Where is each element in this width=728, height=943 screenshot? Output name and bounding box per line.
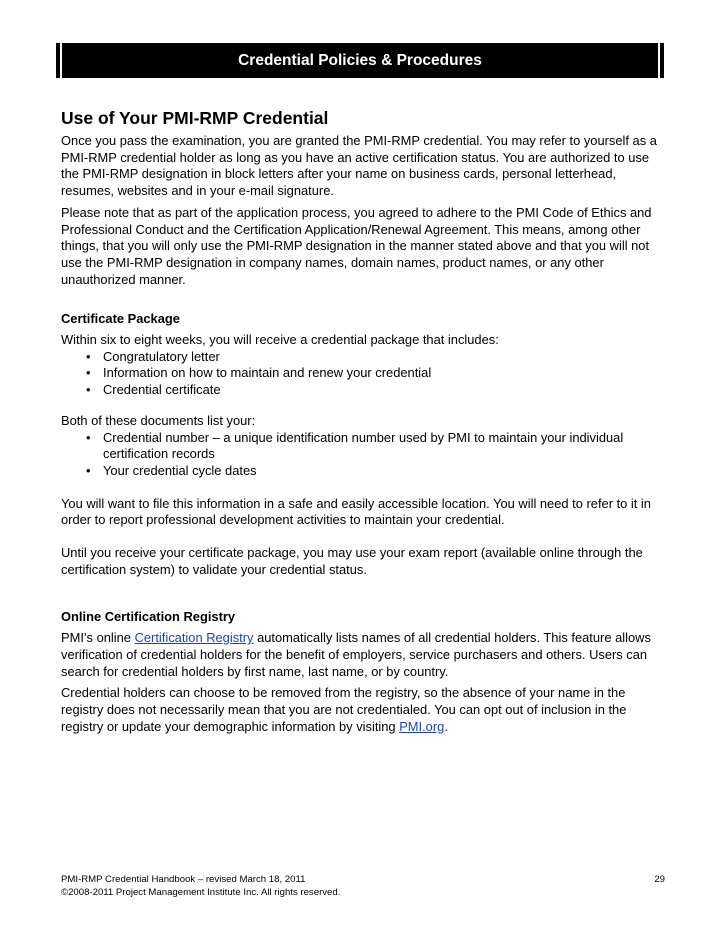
banner-title: Credential Policies & Procedures bbox=[238, 52, 482, 69]
list-item: • Credential certificate bbox=[86, 382, 221, 398]
section-title-use-credential: Use of Your PMI-RMP Credential bbox=[61, 108, 329, 128]
list-item: • Congratulatory letter bbox=[86, 348, 220, 364]
page-number: 29 bbox=[654, 874, 665, 885]
header-banner bbox=[56, 43, 664, 78]
documents-intro: Both of these documents list your: bbox=[61, 412, 256, 428]
bullet-icon: • bbox=[86, 382, 91, 398]
until-receive-paragraph: Until you receive your certificate package, you may use your exam report (available online through the certification system) to validate your credential status. bbox=[61, 545, 643, 577]
list-item: • Credential number – a unique identification number used by PMI to maintain your individual certification records bbox=[86, 429, 624, 462]
registry-paragraph-1: PMI’s online Certification Registry automatically lists names of all credential holders. This feature allows verification of credential holders for the benefit of employers, service purchasers and others. Users can search for credential holders by first name, last name, or by country. bbox=[61, 630, 651, 679]
list-item: • Information on how to maintain and renew your credential bbox=[86, 365, 432, 381]
certification-registry-link[interactable]: Certification Registry bbox=[134, 630, 254, 646]
registry-paragraph-2: Credential holders can choose to be removed from the registry, so the absence of your name in the registry does not necessarily mean that you are not credentialed. You can opt out of inclusion in the registry or update your demographic information by visiting PMI.org. bbox=[61, 685, 627, 734]
use-paragraph-1: Once you pass the examination, you are granted the PMI-RMP credential. You may refer to yourself as a PMI-RMP credential holder as long as you have an active certification status. You are authorized to use the PMI-RMP designation in block letters after your name on business cards, personal letterhead, resumes, websites and in your e-mail signature. bbox=[61, 133, 657, 199]
section-title-certificate-package: Certificate Package bbox=[61, 311, 180, 327]
use-paragraph-2: Please note that as part of the application process, you agreed to adhere to the PMI Code of Ethics and Professional Conduct and the Certification Application/Renewal Agreement. This means, among other things, that you will only use the PMI-RMP designation in the manner stated above and that you will not use the PMI-RMP designation in company names, domain names, product names, or any other unauthorized manner. bbox=[61, 204, 652, 287]
bullet-icon: • bbox=[86, 462, 91, 478]
page-footer bbox=[61, 873, 665, 899]
bullet-icon: • bbox=[86, 429, 91, 445]
footer-copyright: ©2008-2011 Project Management Institute Inc. All rights reserved. bbox=[61, 887, 341, 898]
package-items-list bbox=[61, 349, 665, 399]
main-content bbox=[61, 108, 665, 735]
file-info-paragraph: You will want to file this information in a safe and easily accessible location. You will need to refer to it in order to report professional development activities to maintain your credential. bbox=[61, 495, 651, 528]
bullet-icon: • bbox=[86, 348, 91, 364]
package-intro: Within six to eight weeks, you will receive a credential package that includes: bbox=[61, 332, 499, 348]
footer-handbook-line: PMI-RMP Credential Handbook – revised March 18, 2011 bbox=[61, 874, 306, 885]
list-item: • Your credential cycle dates bbox=[86, 462, 257, 478]
documents-items-list bbox=[61, 430, 665, 480]
section-title-online-registry: Online Certification Registry bbox=[61, 609, 236, 625]
pmi-org-link[interactable]: PMI.org bbox=[399, 718, 445, 734]
bullet-icon: • bbox=[86, 365, 91, 381]
